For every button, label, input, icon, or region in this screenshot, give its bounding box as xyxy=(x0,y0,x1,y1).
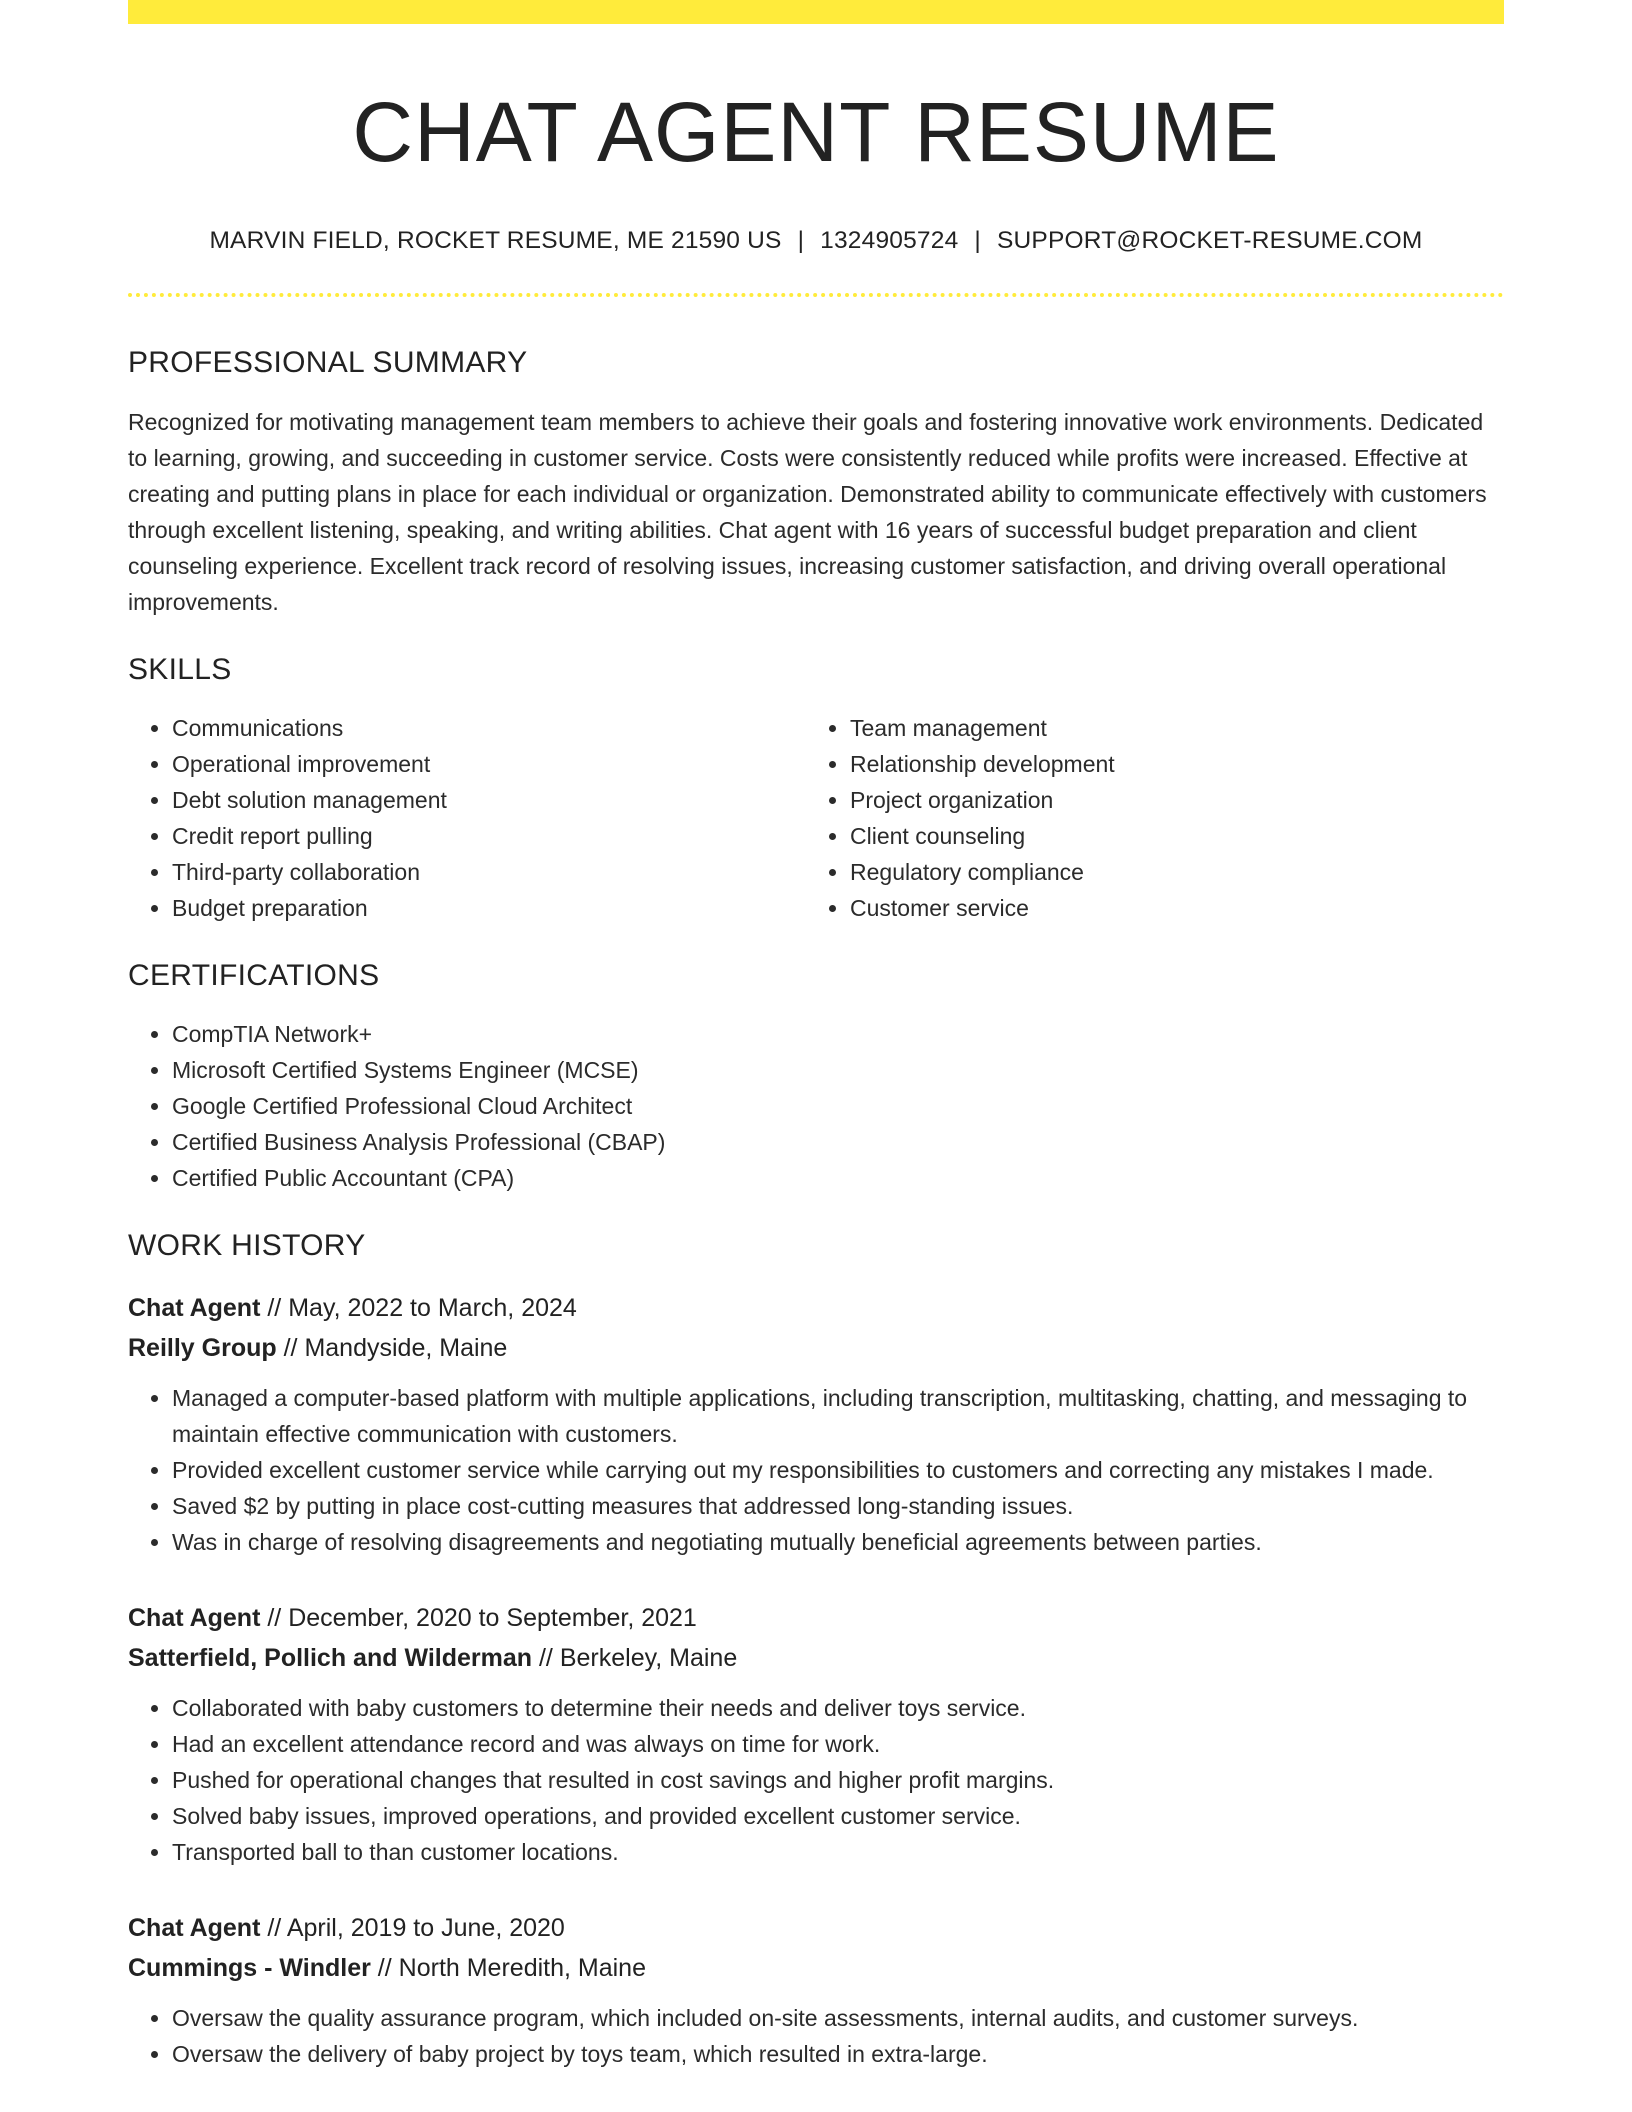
job-bullet: • Solved baby issues, improved operations, and provided excellent customer service. xyxy=(172,1798,1504,1834)
job-bullet: • Pushed for operational changes that resulted in cost savings and higher profit margins. xyxy=(172,1762,1504,1798)
job-title: Chat Agent xyxy=(128,1603,261,1632)
job-entry xyxy=(128,1598,1504,1870)
job-bullets xyxy=(128,2000,1504,2072)
job-bullet: • Oversaw the delivery of baby project by toys team, which resulted in extra-large. xyxy=(172,2036,1504,2072)
skill-item: • Client counseling xyxy=(850,818,1484,854)
job-bullets xyxy=(128,1380,1504,1560)
skill-item: • Customer service xyxy=(850,890,1484,926)
contact-line xyxy=(128,225,1504,257)
resume-title: CHAT AGENT RESUME xyxy=(352,85,1280,179)
skills-list-right xyxy=(806,710,1484,926)
job-entry xyxy=(128,1288,1504,1560)
certifications-heading: CERTIFICATIONS xyxy=(128,958,380,992)
job-separator: // xyxy=(267,1603,282,1632)
skill-item: • Communications xyxy=(172,710,806,746)
skills-column-left xyxy=(128,710,806,926)
job-company: Reilly Group xyxy=(128,1333,277,1362)
certification-item: • Google Certified Professional Cloud Architect xyxy=(172,1088,1504,1124)
contact-separator: | xyxy=(797,226,805,254)
skill-item: • Credit report pulling xyxy=(172,818,806,854)
job-bullet: • Saved $2 by putting in place cost-cutting measures that addressed long-standing issues. xyxy=(172,1488,1504,1524)
certifications-section xyxy=(128,958,1504,1196)
work-history-section xyxy=(128,1228,1504,2072)
job-company: Cummings - Windler xyxy=(128,1953,371,1982)
job-title: Chat Agent xyxy=(128,1913,261,1942)
job-bullet: • Managed a computer-based platform with multiple applications, including transcription, multitasking, chatting, and messaging to maintain effective communication with customers. xyxy=(172,1380,1504,1452)
skills-grid xyxy=(128,710,1504,926)
job-bullets xyxy=(128,1690,1504,1870)
contact-phone: 1324905724 xyxy=(820,226,959,254)
job-bullet: • Had an excellent attendance record and was always on time for work. xyxy=(172,1726,1504,1762)
job-separator: // xyxy=(538,1643,553,1672)
job-title-line xyxy=(128,1288,1504,1328)
job-location: Mandyside, Maine xyxy=(304,1333,508,1362)
job-dates: May, 2022 to March, 2024 xyxy=(288,1293,577,1322)
job-dates: April, 2019 to June, 2020 xyxy=(286,1913,565,1942)
job-bullet: • Collaborated with baby customers to determine their needs and deliver toys service. xyxy=(172,1690,1504,1726)
job-bullet: • Transported ball to than customer locations. xyxy=(172,1834,1504,1870)
job-title-line xyxy=(128,1598,1504,1638)
skills-list-left xyxy=(128,710,806,926)
skill-item: • Regulatory compliance xyxy=(850,854,1484,890)
skill-item: • Team management xyxy=(850,710,1484,746)
job-separator: // xyxy=(283,1333,298,1362)
skills-section xyxy=(128,652,1504,926)
job-entry xyxy=(128,1908,1504,2072)
skills-heading: SKILLS xyxy=(128,652,232,686)
skill-item: • Third-party collaboration xyxy=(172,854,806,890)
job-bullet: • Provided excellent customer service while carrying out my responsibilities to customers and correcting any mistakes I made. xyxy=(172,1452,1504,1488)
certification-item: • Microsoft Certified Systems Engineer (MCSE) xyxy=(172,1052,1504,1088)
job-bullet: • Was in charge of resolving disagreements and negotiating mutually beneficial agreements between parties. xyxy=(172,1524,1504,1560)
certification-item: • Certified Public Accountant (CPA) xyxy=(172,1160,1504,1196)
job-title: Chat Agent xyxy=(128,1293,261,1322)
contact-address: MARVIN FIELD, ROCKET RESUME, ME 21590 US xyxy=(209,226,782,254)
skill-item: • Project organization xyxy=(850,782,1484,818)
job-location: Berkeley, Maine xyxy=(559,1643,738,1672)
job-company-line xyxy=(128,1638,1504,1678)
certification-item: • Certified Business Analysis Professional (CBAP) xyxy=(172,1124,1504,1160)
skill-item: • Relationship development xyxy=(850,746,1484,782)
summary-section xyxy=(128,345,1504,620)
job-company-line xyxy=(128,1948,1504,1988)
accent-top-bar xyxy=(128,0,1504,24)
job-company: Satterfield, Pollich and Wilderman xyxy=(128,1643,533,1672)
work-history-heading: WORK HISTORY xyxy=(128,1228,366,1262)
skill-item: • Operational improvement xyxy=(172,746,806,782)
job-dates: December, 2020 to September, 2021 xyxy=(288,1603,697,1632)
job-separator: // xyxy=(267,1913,282,1942)
job-company-line xyxy=(128,1328,1504,1368)
skills-column-right xyxy=(806,710,1484,926)
job-separator: // xyxy=(267,1293,282,1322)
skill-item: • Debt solution management xyxy=(172,782,806,818)
certification-item: • CompTIA Network+ xyxy=(172,1016,1504,1052)
job-title-line xyxy=(128,1908,1504,1948)
resume-page xyxy=(128,0,1504,2072)
dotted-divider xyxy=(128,293,1504,297)
summary-heading: PROFESSIONAL SUMMARY xyxy=(128,345,528,379)
summary-text: Recognized for motivating management team members to achieve their goals and fostering innovative work environments. Dedicated to learning, growing, and succeeding in customer service. Costs were consistently reduced while profits were increased. Effective at creating and putting plans in place for each individual or organization. Demonstrated ability to communicate effectively with customers through excellent listening, speaking, and writing abilities. Chat agent with 16 years of successful budget preparation and client counseling experience. Excellent track record of resolving issues, increasing customer satisfaction, and driving overall operational improvements. xyxy=(128,408,1487,615)
contact-email[interactable]: SUPPORT@ROCKET-RESUME.COM xyxy=(997,226,1423,254)
job-location: North Meredith, Maine xyxy=(398,1953,646,1982)
job-bullet: • Oversaw the quality assurance program, which included on-site assessments, internal audits, and customer surveys. xyxy=(172,2000,1504,2036)
contact-separator: | xyxy=(974,226,981,254)
skill-item: • Budget preparation xyxy=(172,890,806,926)
certifications-list xyxy=(128,1016,1504,1196)
job-separator: // xyxy=(377,1953,392,1982)
